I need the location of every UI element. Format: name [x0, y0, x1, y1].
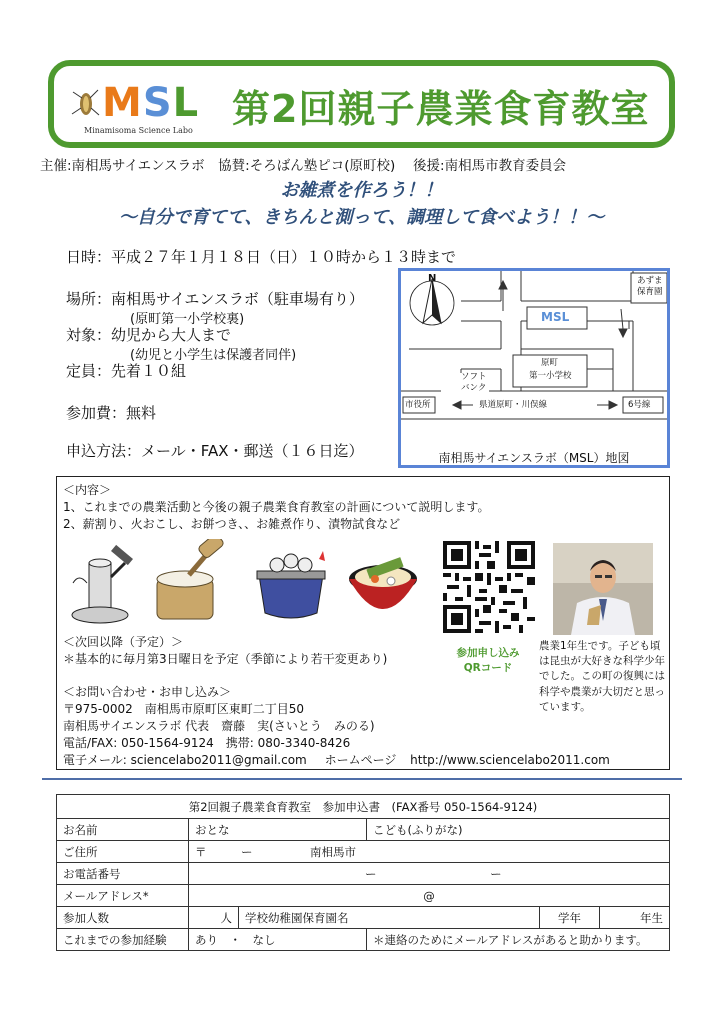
email-link[interactable]: sciencelabo2011@gmail.com [130, 753, 307, 767]
location-map [398, 268, 670, 468]
map-label-school-2: 第一小学校 [529, 371, 572, 381]
page-title: 第2回親子農業食育教室 [232, 87, 650, 131]
map-roads [401, 271, 667, 465]
form-address-row [57, 841, 670, 863]
form-title: 第2回親子農業食育教室 参加申込書 (FAX番号 050-1564-9124) [57, 795, 670, 819]
address-label: ご住所 [57, 841, 189, 863]
map-label-school-1: 原町 [541, 358, 559, 368]
email-field[interactable]: @ [189, 885, 670, 907]
contact-web-line [63, 751, 610, 768]
grade-label: 学年 [540, 907, 600, 929]
event-target: 対象：幼児から大人まで [66, 326, 232, 344]
event-target-note: (幼児と小学生は保護者同伴) [130, 348, 297, 363]
ozoni-bowl-icon [345, 549, 421, 621]
homepage-label: ホームページ [324, 753, 397, 767]
subtitle-slogan: 〜自分で育てて、きちんと測って、調理して食べよう！！〜 [118, 207, 605, 228]
experience-label: これまでの参加経験 [57, 929, 189, 951]
map-caption: 南相馬サイエンスラボ（MSL）地図 [438, 451, 630, 465]
email-field-label: メールアドレス* [57, 885, 189, 907]
wood-chopping-icon [67, 543, 141, 625]
fire-pot-icon [253, 549, 329, 623]
count-label: 参加人数 [57, 907, 189, 929]
contact-organization: 南相馬サイエンスラボ 代表 齋藤 実(さいとう みのる) [63, 719, 375, 733]
map-label-softbank-2: バンク [461, 383, 487, 393]
school-label[interactable]: 学校幼稚園保育園名 [239, 907, 540, 929]
phone-dash-2: ー [490, 866, 502, 881]
grade-field[interactable]: 年生 [600, 907, 670, 929]
contact-address: 〒975-0002 南相馬市原町区東町二丁目50 [63, 702, 305, 716]
contact-phone: 電話/FAX: 050-1564-9124 携帯: 080-3340-8426 [63, 736, 351, 750]
map-label-city-hall: 市役所 [405, 400, 431, 410]
content-heading: ＜内容＞ [63, 483, 112, 497]
form-phone-row [57, 863, 670, 885]
form-count-row [57, 907, 670, 929]
event-apply-method: 申込方法：メール・FAX・郵送（１６日迄） [66, 442, 364, 460]
form-title-row [57, 795, 670, 819]
map-label-azuma-2: 保育園 [637, 287, 663, 297]
logo-subtitle: Minamisoma Science Labo [84, 126, 193, 135]
phone-dash-1: ー [365, 866, 377, 881]
count-field[interactable]: 人 [189, 907, 239, 929]
phone-field[interactable] [189, 863, 670, 885]
form-name-row [57, 819, 670, 841]
qr-caption-line2: QRコード [463, 662, 513, 674]
map-label-road: 県道原町・川俣線 [479, 400, 548, 410]
person-icon [553, 543, 653, 635]
name-label: お名前 [57, 819, 189, 841]
experience-options[interactable]: あり ・ なし [189, 929, 367, 951]
event-capacity: 定員：先着１０組 [66, 362, 187, 380]
adult-name-field[interactable]: おとな [189, 819, 367, 841]
form-experience-row [57, 929, 670, 951]
phone-label: お電話番号 [57, 863, 189, 885]
form-email-row [57, 885, 670, 907]
mochi-pounding-icon [149, 539, 227, 625]
email-note: ＊連絡のためにメールアドレスがあると助かります。 [366, 929, 669, 951]
logo-text: MSL [102, 80, 200, 126]
event-fee: 参加費：無料 [66, 404, 157, 422]
email-label: 電子メール: [63, 753, 131, 767]
contact-heading: ＜お問い合わせ・お申し込み＞ [63, 685, 232, 699]
address-field[interactable]: 〒 ー 南相馬市 [189, 841, 670, 863]
sponsors-line: 主催:南相馬サイエンスラボ 協賛:そろばん塾ピコ(原町校) 後援:南相馬市教育委員会 [40, 158, 567, 174]
map-label-softbank-1: ソフト [461, 372, 487, 382]
msl-logo [70, 76, 220, 138]
cut-divider [42, 778, 682, 780]
child-name-field[interactable]: こども(ふりがな) [366, 819, 669, 841]
map-label-azuma-1: あずま [637, 276, 663, 286]
header-banner [48, 60, 675, 148]
content-line-1: 1、これまでの農業活動と今後の親子農業食育教室の計画について説明します。 [63, 500, 490, 514]
application-form [56, 794, 670, 951]
event-place: 場所：南相馬サイエンスラボ（駐車場有り） [66, 290, 364, 308]
content-line-2: 2、薪割り、火おこし、お餅つき、、お雑煮作り、漬物試食など [63, 517, 401, 531]
presenter-photo [553, 543, 653, 635]
subtitle-main: お雑煮を作ろう！！ [280, 180, 443, 201]
next-heading: ＜次回以降（予定）＞ [63, 635, 184, 649]
photo-caption: 農業1年生です。子ども頃は昆虫が大好きな科学少年でした。この町の復興には科学や農業が大切だと思っています。 [539, 640, 665, 713]
map-label-route6: 6号線 [628, 400, 651, 410]
north-label: N [428, 273, 437, 284]
content-box [56, 476, 670, 770]
map-label-msl: MSL [541, 310, 570, 324]
homepage-link[interactable]: http://www.sciencelabo2011.com [410, 753, 610, 767]
event-date: 日時：平成２７年１月１８日（日）１０時から１３時まで [66, 248, 457, 266]
next-text: ＊基本的に毎月第3日曜日を予定（季節により若干変更あり) [63, 652, 388, 666]
qr-code-icon[interactable] [443, 541, 535, 633]
event-place-note: (原町第一小学校裏) [130, 312, 245, 327]
insect-logo-icon [70, 84, 100, 120]
qr-caption-line1: 参加申し込み [456, 647, 520, 659]
